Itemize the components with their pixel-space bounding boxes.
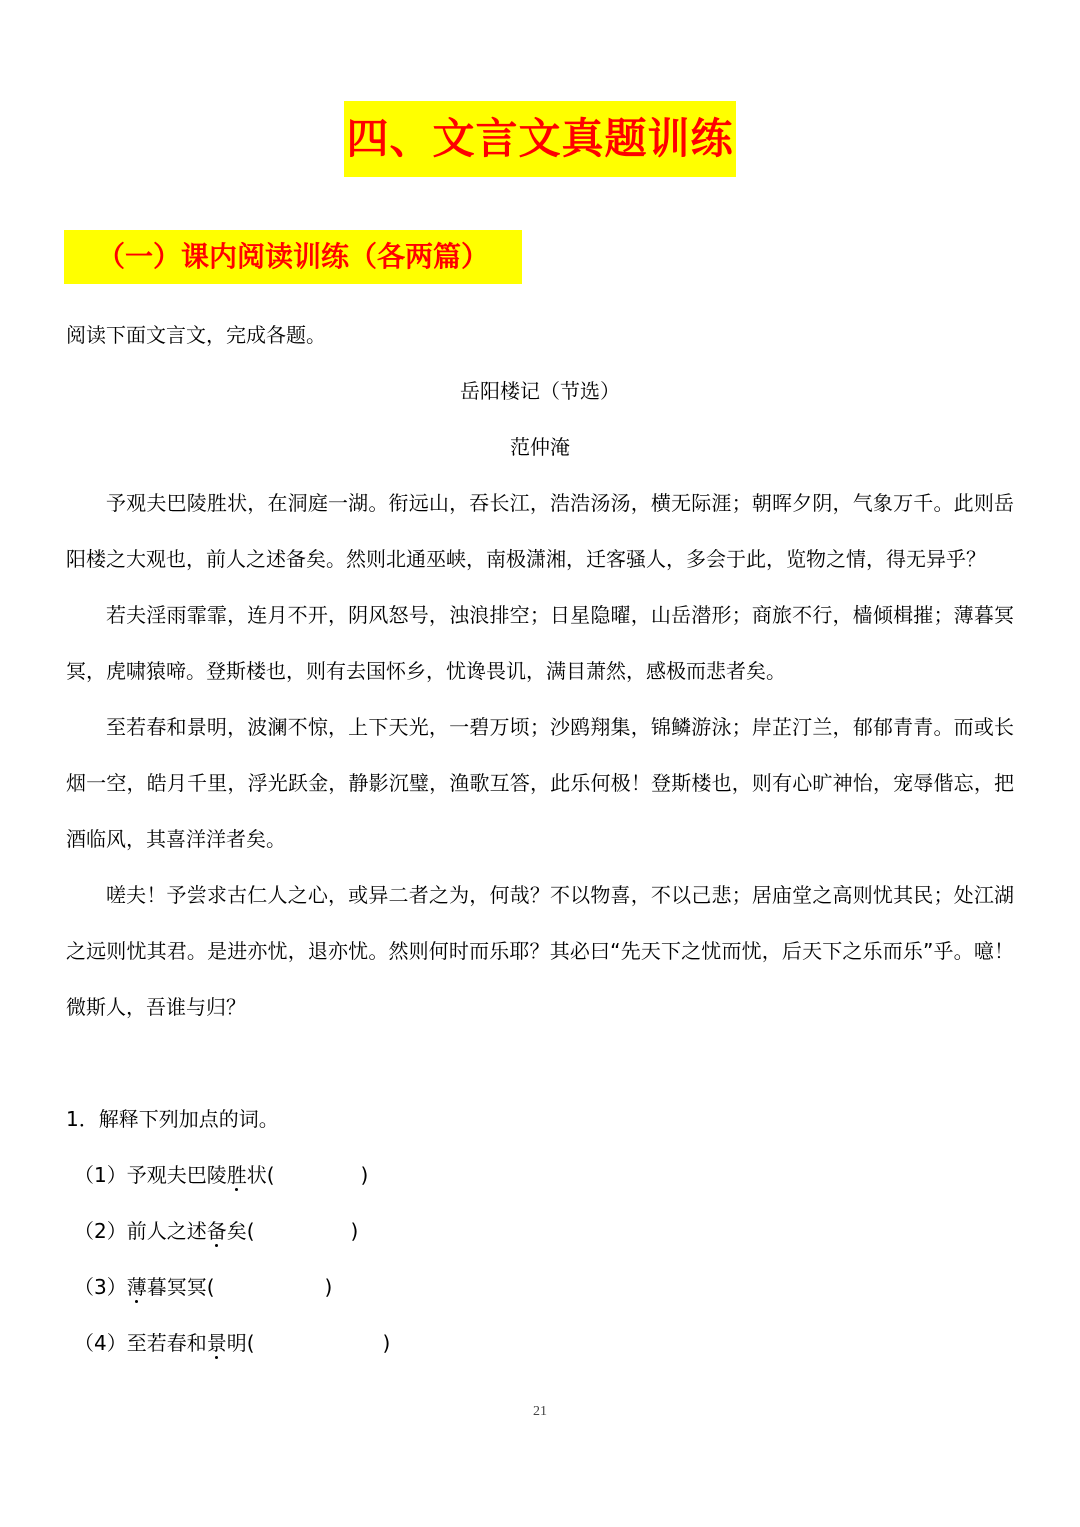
section-heading: （一）课内阅读训练（各两篇） xyxy=(64,230,522,284)
passage-paragraph-4: 嗟夫！予尝求古仁人之心，或异二者之为，何哉？不以物喜，不以己悲；居庙堂之高则忧其民；处江湖之远则忧其君。是进亦忧，退亦忧。然则何时而乐耶？其必曰“先天下之忧而忧，后天下之乐而乐”乎。噫！微斯人，吾谁与归？ xyxy=(66,883,1014,1019)
item-number: （2） xyxy=(74,1219,127,1243)
question-item-1 xyxy=(66,1147,1014,1203)
item-number: （4） xyxy=(74,1331,127,1355)
item-close: ) xyxy=(382,1331,391,1355)
item-close: ) xyxy=(350,1219,359,1243)
item-text-before: 至若春和 xyxy=(126,1331,207,1355)
item-text-after: 矣( xyxy=(226,1219,255,1243)
dotted-word: 景 xyxy=(207,1315,227,1371)
page-number: 21 xyxy=(533,1404,547,1419)
question-1 xyxy=(66,1091,1014,1371)
item-close: ) xyxy=(360,1163,369,1187)
page-title: 四、文言文真题训练 xyxy=(344,101,736,177)
item-close: ) xyxy=(324,1275,333,1299)
item-text-before: 前人之述 xyxy=(126,1219,207,1243)
dotted-word: 胜 xyxy=(227,1147,247,1203)
instruction-text: 阅读下面文言文，完成各题。 xyxy=(66,323,326,347)
passage-paragraph-2: 若夫淫雨霏霏，连月不开，阴风怒号，浊浪排空；日星隐曜，山岳潜形；商旅不行，樯倾楫摧；薄暮冥冥，虎啸猿啼。登斯楼也，则有去国怀乡，忧谗畏讥，满目萧然，感极而悲者矣。 xyxy=(66,603,1014,683)
item-text-after: 明( xyxy=(226,1331,255,1355)
question-item-4 xyxy=(66,1315,1014,1371)
passage-body xyxy=(66,475,1014,1035)
dotted-word: 备 xyxy=(207,1203,227,1259)
item-number: （3） xyxy=(74,1275,127,1299)
item-text-after: 状( xyxy=(246,1163,275,1187)
passage-paragraph-1: 予观夫巴陵胜状，在洞庭一湖。衔远山，吞长江，浩浩汤汤，横无际涯；朝晖夕阴，气象万千。此则岳阳楼之大观也，前人之述备矣。然则北通巫峡，南极潇湘，迁客骚人，多会于此，览物之情，得无异乎？ xyxy=(66,491,1014,571)
item-text-after: 暮冥冥( xyxy=(146,1275,215,1299)
dotted-word: 薄 xyxy=(127,1259,147,1315)
question-item-2 xyxy=(66,1203,1014,1259)
passage-paragraph-3: 至若春和景明，波澜不惊，上下天光，一碧万顷；沙鸥翔集，锦鳞游泳；岸芷汀兰，郁郁青青。而或长烟一空，皓月千里，浮光跃金，静影沉璧，渔歌互答，此乐何极！登斯楼也，则有心旷神怡，宠辱偕忘，把酒临风，其喜洋洋者矣。 xyxy=(66,715,1014,851)
item-number: （1） xyxy=(74,1163,127,1187)
item-text-before: 予观夫巴陵 xyxy=(126,1163,227,1187)
question-item-3 xyxy=(66,1259,1014,1315)
question-prompt: 1．解释下列加点的词。 xyxy=(66,1107,279,1131)
passage-title: 岳阳楼记（节选） xyxy=(460,379,620,403)
passage-author: 范仲淹 xyxy=(510,435,570,459)
